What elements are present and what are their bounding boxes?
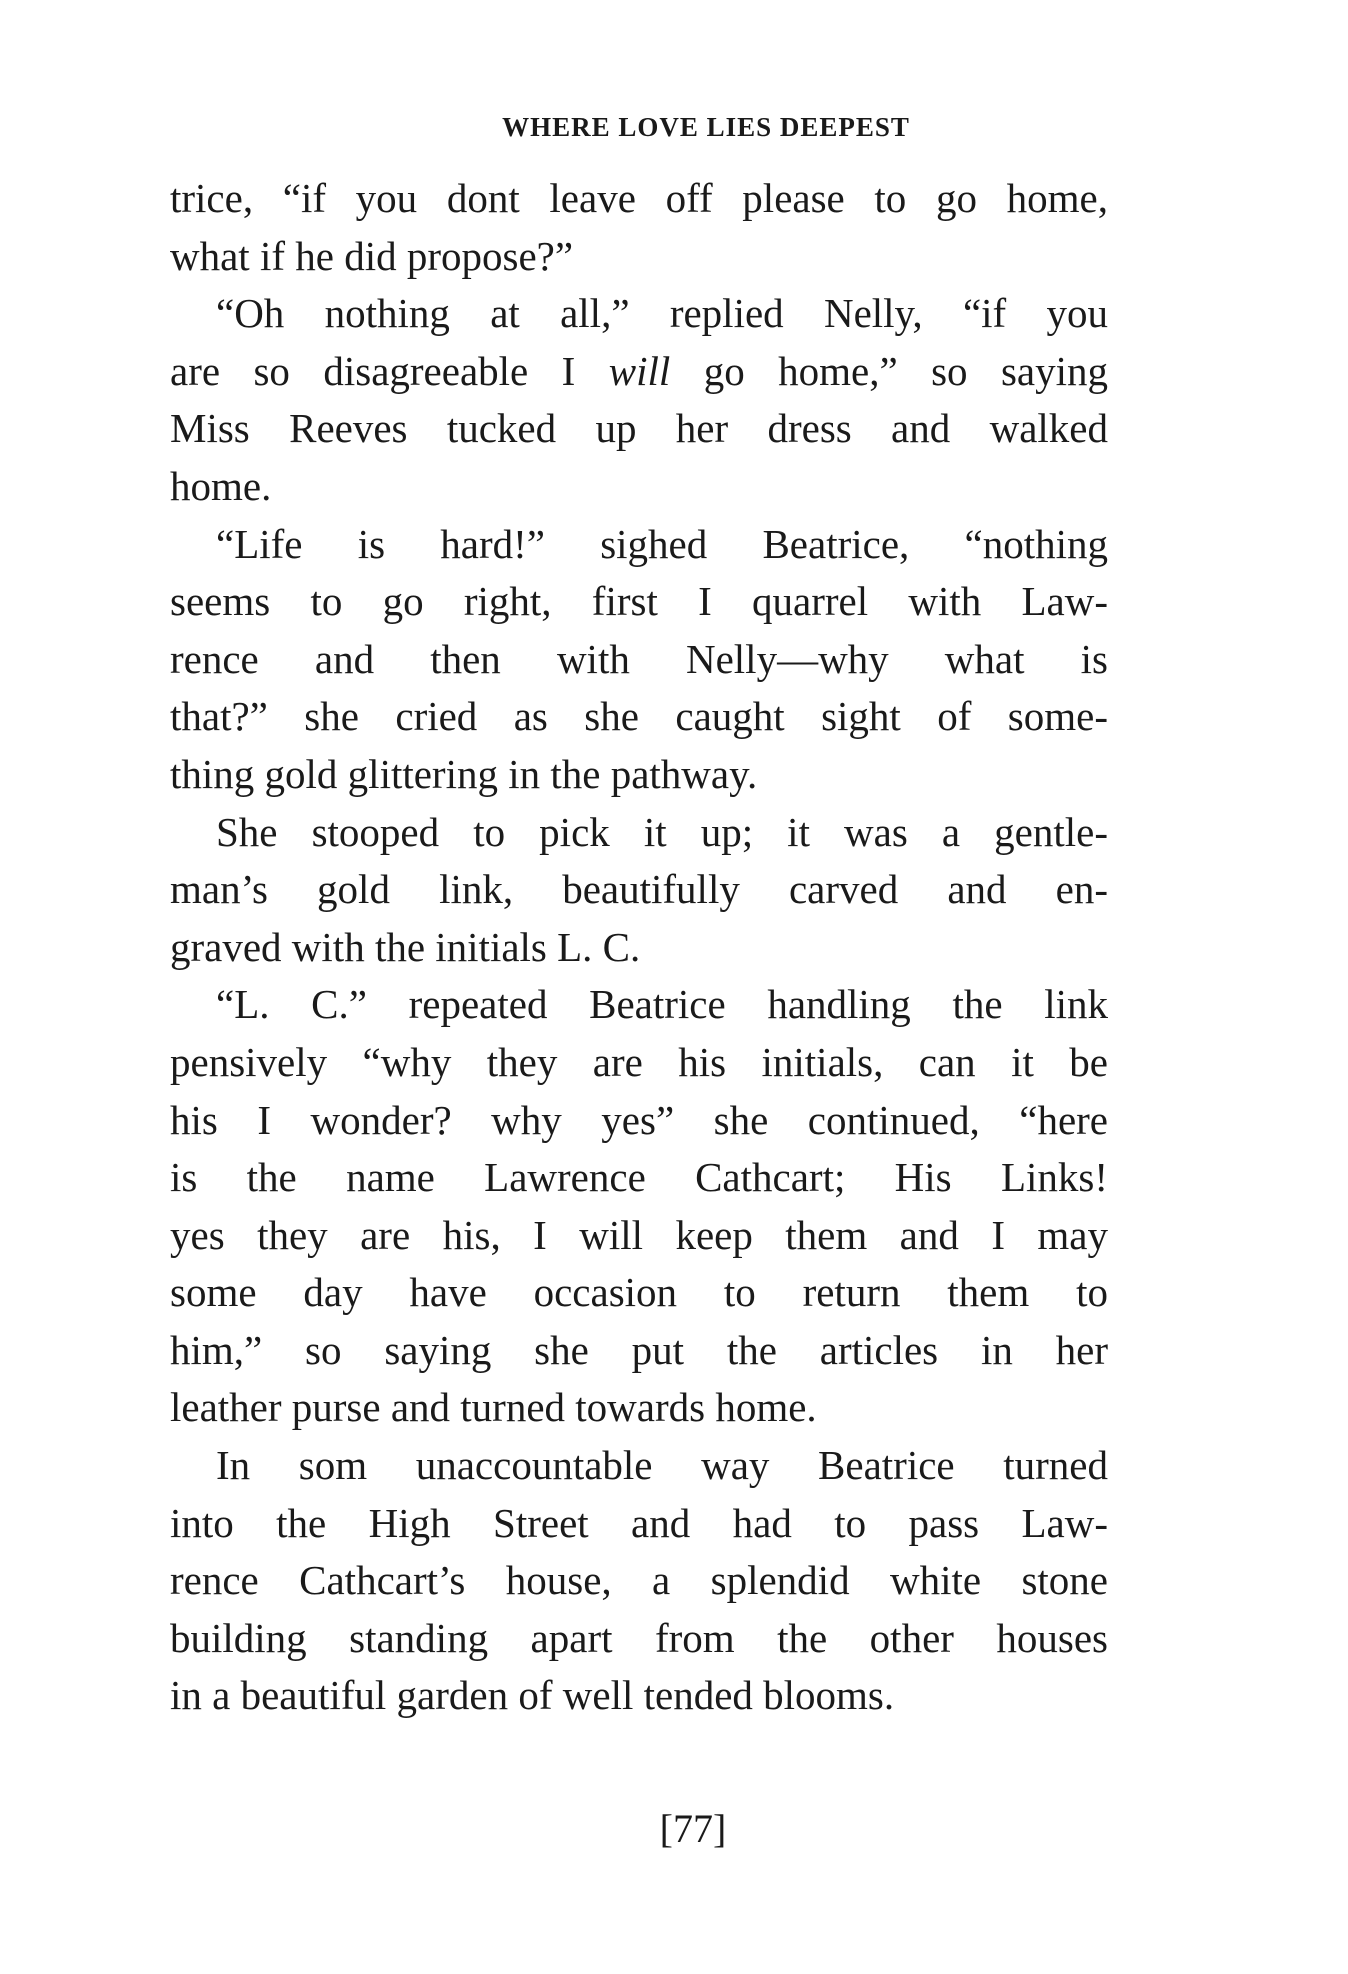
text-line: rence and then with Nelly—why what is [170,635,1108,682]
text-line: “L. C.” repeated Beatrice handling the link [216,981,1108,1028]
text-line: building standing apart from the other houses [170,1614,1108,1661]
text-line: graved with the initials L. C. [170,923,641,970]
text-line: his I wonder? why yes” she continued, “here [170,1096,1108,1143]
text-line: yes they are his, I will keep them and I may [170,1211,1108,1258]
text-line: rence Cathcart’s house, a splendid white stone [170,1557,1108,1604]
text-line: She stooped to pick it up; it was a gentle- [216,808,1108,855]
text-line: what if he did propose?” [170,232,574,279]
text-line: him,” so saying she put the articles in her [170,1326,1108,1373]
page-number-text: [77] [659,1806,727,1851]
running-head-text: WHERE LOVE LIES DEEPEST [502,112,910,142]
text-line: trice, “if you dont leave off please to go home, [170,175,1108,221]
text-line: some day have occasion to return them to [170,1269,1108,1316]
page-number [0,1805,1348,1852]
running-head [0,112,1348,143]
text-line: home. [170,462,272,509]
text-line: “Oh nothing at all,” replied Nelly, “if you [216,290,1108,337]
text-line: man’s gold link, beautifully carved and en- [170,866,1108,913]
text-line: are so disagreeable I will go home,” so saying [170,347,1108,394]
text-line: leather purse and turned towards home. [170,1384,817,1431]
text-line: into the High Street and had to pass Law- [170,1499,1108,1546]
text-line: pensively “why they are his initials, can it be [170,1038,1108,1085]
text-line: In som unaccountable way Beatrice turned [216,1442,1108,1489]
text-line: seems to go right, first I quarrel with Law- [170,578,1108,625]
text-line: is the name Lawrence Cathcart; His Links! [170,1154,1108,1201]
text-line: Miss Reeves tucked up her dress and walked [170,405,1108,452]
text-line: “Life is hard!” sighed Beatrice, “nothing [216,520,1108,567]
text-line: that?” she cried as she caught sight of some- [170,693,1108,740]
text-line: thing gold glittering in the pathway. [170,750,758,797]
text-line: in a beautiful garden of well tended blooms. [170,1672,895,1719]
body-text [170,170,1108,1725]
